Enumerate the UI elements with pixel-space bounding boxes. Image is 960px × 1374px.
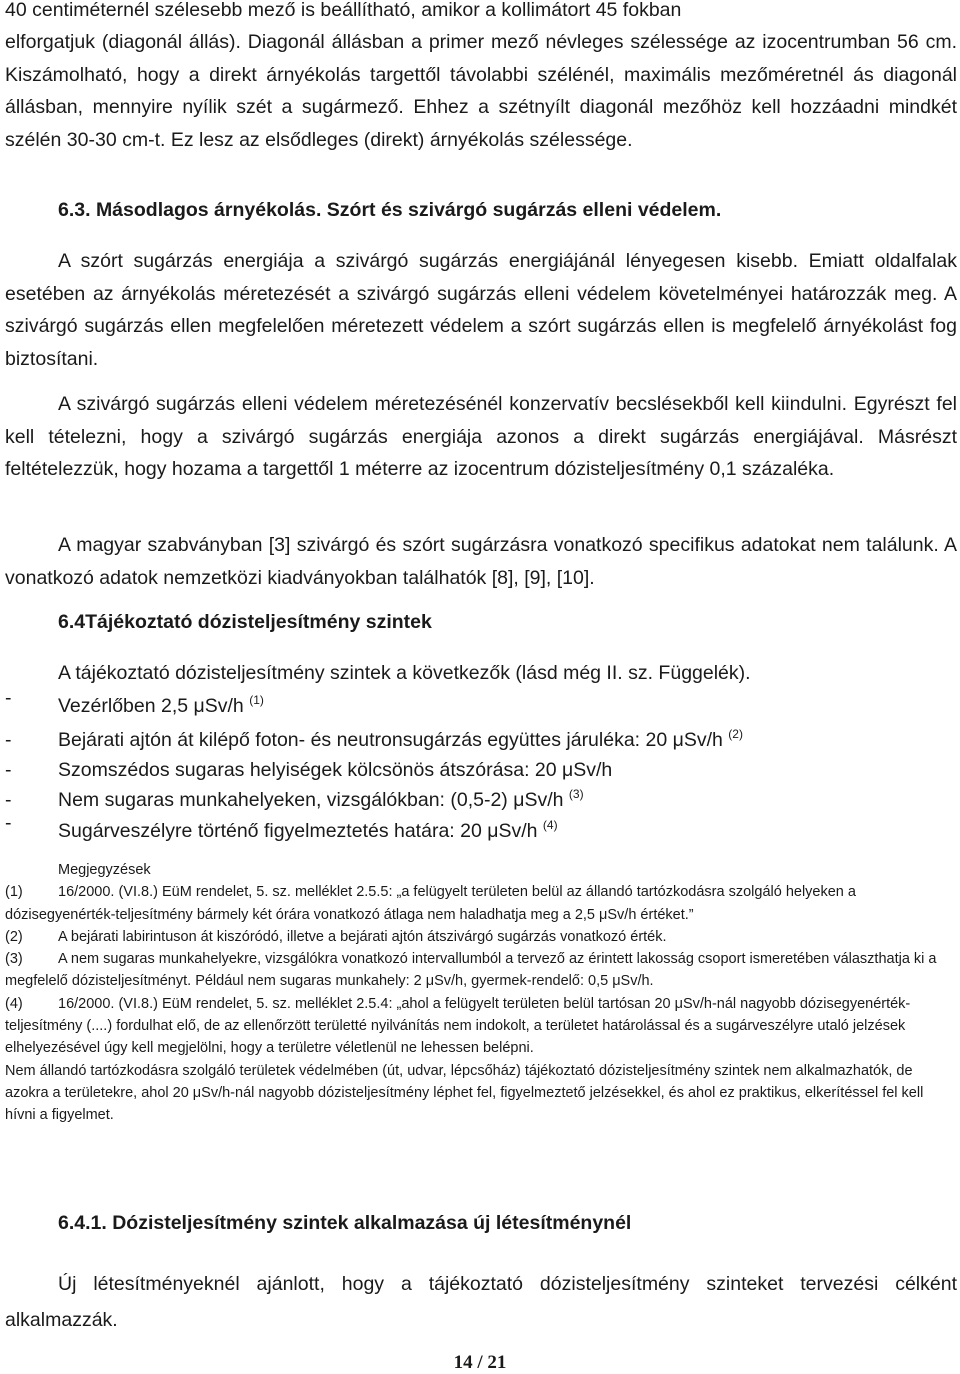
section-6-4-lead: A tájékoztató dózisteljesítmény szintek a következők (lásd még II. sz. Függelék). — [58, 662, 751, 684]
list-dash: - — [5, 729, 12, 751]
footnote-ref: (1) — [249, 693, 264, 707]
note-text: A bejárati labirintuson át kiszóródó, illetve a bejárati ajtón átszivárgó sugárzás vonatkozó érték. — [58, 928, 667, 945]
note-number: (1) — [5, 884, 23, 901]
note-number: (3) — [5, 951, 23, 968]
section-6-3-heading: 6.3. Másodlagos árnyékolás. Szórt és szivárgó sugárzás elleni védelem. — [58, 199, 722, 221]
page-number: 14 / 21 — [453, 1352, 507, 1373]
section-6-4-heading: 6.4Tájékoztató dózisteljesítmény szintek — [58, 611, 432, 633]
note-text: A nem sugaras munkahelyekre, vizsgálókra vonatkozó intervallumból a tervező az érintett lakosság csoport ismeretében választhatja ki a megfelelő dózisteljesítményt. Például nem sugaras munkahely: 2 μSv/h, gyermek-rendelő: 0,5 μSv/h. — [5, 951, 937, 990]
section-6-4-1-paragraph: Új létesítményeknél ajánlott, hogy a tájékoztató dózisteljesítmény szinteket tervezési célként alkalmazzák. — [5, 1273, 957, 1331]
notes-final-paragraph: Nem állandó tartózkodásra szolgáló területek védelmében (út, udvar, lépcsőház) tájékoztató dózisteljesítmény szintek nem alkalmazhatók, de azokra a területekre, ahol 20 μSv/h-nál nagyobb dózisteljesítmény léphet fel, figyelmeztető jelzésekkel, és ahol ez praktikus, elkerítéssel fel kell hívni a figyelmet. — [5, 1062, 924, 1124]
footnote-ref: (3) — [568, 787, 584, 801]
note-text: 16/2000. (VI.8.) EüM rendelet, 5. sz. melléklet 2.5.4: „ahol a felügyelt területen belül tartósan 20 μSv/h-nál nagyobb dózisegyenérték-teljesítmény (....) fordulhat elő, de az ellenőrzött területté nyilvánítás nem indokolt, a területet határolással és a sugárveszélyre utaló jelzések elhelyezésével úgy kell megjelölni, hogy a területre véletlenül ne lehessen belépni. — [5, 995, 911, 1057]
dose-level-text: Vezérlőben 2,5 μSv/h — [58, 695, 250, 717]
note-number: (2) — [5, 928, 23, 945]
dose-level-text: Szomszédos sugaras helyiségek kölcsönös átszórása: 20 μSv/h — [58, 759, 613, 781]
intro-line-1: 40 centiméternél szélesebb mező is beállítható, amikor a kollimátort 45 fokban — [5, 0, 682, 21]
note-2 — [5, 926, 953, 948]
list-dash: - — [5, 812, 12, 834]
dose-level-text: Bejárati ajtón át kilépő foton- és neutronsugárzás együttes járuléka: 20 μSv/h — [58, 729, 729, 751]
note-number: (4) — [5, 995, 23, 1012]
dose-level-text: Sugárveszélyre történő figyelmeztetés határa: 20 μSv/h — [58, 820, 543, 842]
note-4 — [5, 993, 953, 1060]
section-6-3-paragraph-1: A szórt sugárzás energiája a szivárgó sugárzás energiájánál lényegesen kisebb. Emiatt oldalfalak esetében az árnyékolás méretezését a szivárgó sugárzás elleni védelem követelményei határozzák meg. A szivárgó sugárzás ellen megfelelően méretezett védelem a szórt sugárzás ellen is megfelelő árnyékolást fog biztosítani. — [5, 250, 957, 370]
footnote-ref: (2) — [728, 727, 743, 741]
section-6-4-1-heading: 6.4.1. Dózisteljesítmény szintek alkalmazása új létesítménynél — [58, 1212, 632, 1234]
note-1 — [5, 881, 953, 926]
note-text: 16/2000. (VI.8.) EüM rendelet, 5. sz. melléklet 2.5.5: „a felügyelt területen belül az állandó tartózkodásra szolgáló helyeken a dózisegyenérték-teljesítmény bármely két órára vonatkozó átlaga nem haladhatja meg a 2,5 μSv/h értéket.” — [5, 884, 856, 923]
notes-title: Megjegyzések — [58, 862, 151, 878]
dose-level-text: Nem sugaras munkahelyeken, vizsgálókban: (0,5-2) μSv/h — [58, 789, 569, 811]
section-6-3-paragraph-3: A magyar szabványban [3] szivárgó és szórt sugárzásra vonatkozó specifikus adatokat nem találunk. A vonatkozó adatok nemzetközi kiadványokban találhatók [8], [9], [10]. — [5, 534, 957, 589]
section-6-3-paragraph-2: A szivárgó sugárzás elleni védelem méretezésénél konzervatív becslésekből kell kiindulni. Egyrészt fel kell tételezni, hogy a szivárgó sugárzás energiája azonos a direkt sugárzás energiájával. Másrészt feltételezzük, hogy hozama a targettől 1 méterre az izocentrum dózisteljesítmény 0,1 százaléka. — [5, 393, 957, 481]
notes-block — [5, 859, 953, 1127]
list-dash: - — [5, 687, 12, 709]
list-dash: - — [5, 759, 12, 781]
footnote-ref: (4) — [542, 818, 558, 832]
intro-paragraph: elforgatjuk (diagonál állás). Diagonál állásban a primer mező névleges szélessége az izocentrumban 56 cm. Kiszámolható, hogy a direkt árnyékolás targettől távolabbi szélénél, maximális mezőméretnél ás diagonál állásban, mennyire nyílik szét a sugármező. Ehhez a szétnyílt diagonál mezőhöz kell hozzáadni mindkét szélén 30-30 cm-t. Ez lesz az elsődleges (direkt) árnyékolás szélessége. — [5, 31, 957, 151]
list-dash: - — [5, 789, 12, 811]
note-3 — [5, 948, 953, 993]
